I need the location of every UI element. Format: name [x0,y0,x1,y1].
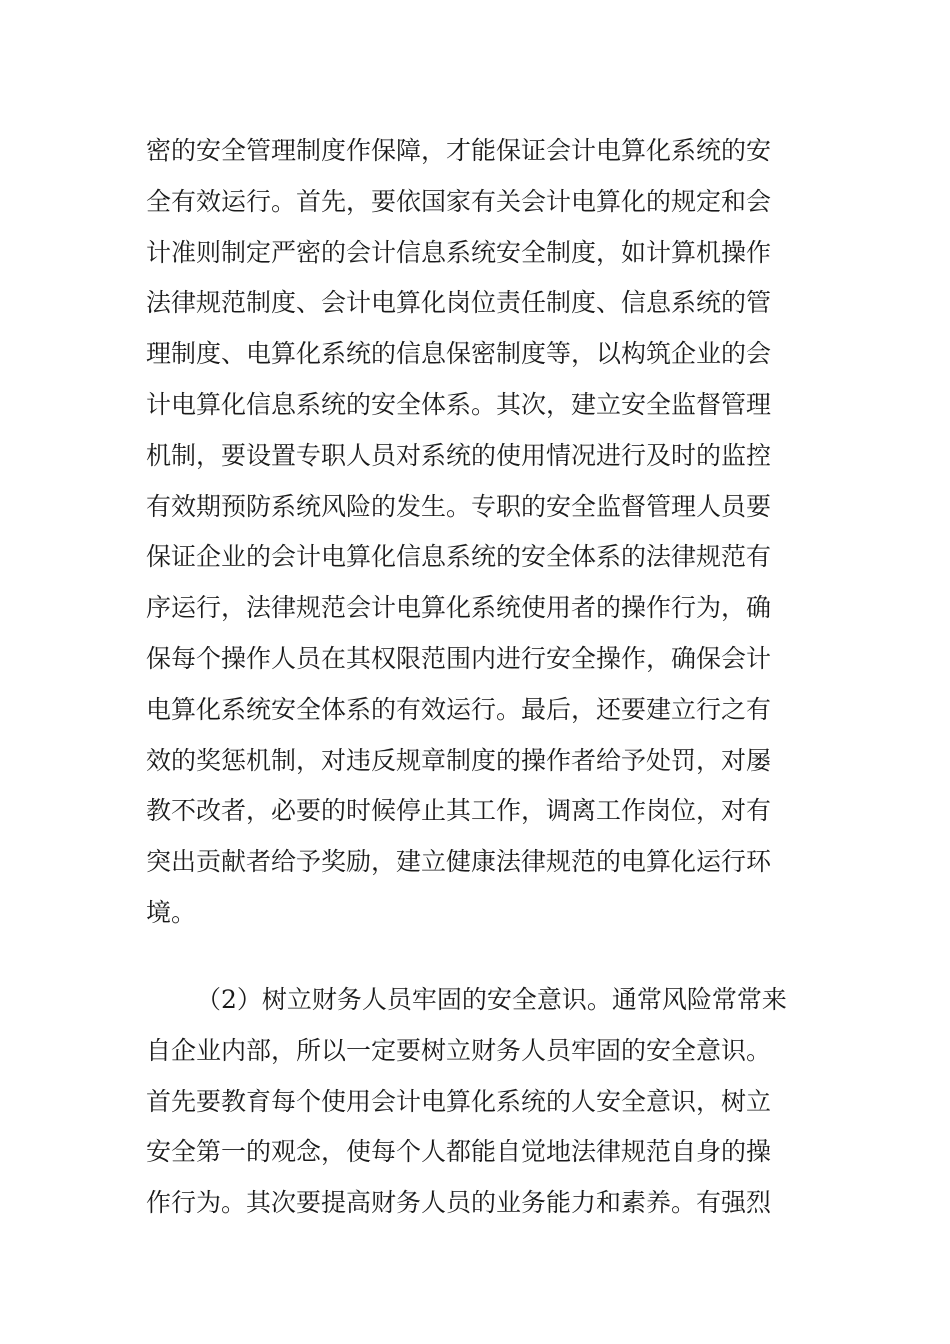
text-line: 序运行，法律规范会计电算化系统使用者的操作行为，确 [146,593,772,623]
text-line: 首先要教育每个使用会计电算化系统的人安全意识，树立 [146,1086,772,1116]
text-line: 全有效运行。首先，要依国家有关会计电算化的规定和会 [146,186,772,216]
text-line: 计准则制定严密的会计信息系统安全制度，如计算机操作 [146,237,772,267]
text-line: 电算化系统安全体系的有效运行。最后，还要建立行之有 [146,694,772,724]
text-line: 教不改者，必要的时候停止其工作，调离工作岗位，对有 [146,796,772,826]
text-line: 突出贡献者给予奖励，建立健康法律规范的电算化运行环 [146,847,772,877]
text-line: 法律规范制度、会计电算化岗位责任制度、信息系统的管 [146,288,772,318]
text-line-indented: （2）树立财务人员牢固的安全意识。通常风险常常来 [196,985,787,1014]
paragraph-2 [146,975,806,1229]
text-line: 作行为。其次要提高财务人员的业务能力和素养。有强烈 [146,1188,772,1218]
text-line: 理制度、电算化系统的信息保密制度等，以构筑企业的会 [146,339,772,369]
text-line: 效的奖惩机制，对违反规章制度的操作者给予处罚，对屡 [146,745,772,775]
text-line: 机制，要设置专职人员对系统的使用情况进行及时的监控 [146,440,772,470]
text-line: 保证企业的会计电算化信息系统的安全体系的法律规范有 [146,542,772,572]
text-line: 有效期预防系统风险的发生。专职的安全监督管理人员要 [146,491,772,521]
text-line: 密的安全管理制度作保障，才能保证会计电算化系统的安 [146,136,772,165]
text-line: 自企业内部，所以一定要树立财务人员牢固的安全意识。 [146,1035,772,1065]
paragraph-1 [146,126,806,939]
text-line: 境。 [146,897,197,927]
text-line: 保每个操作人员在其权限范围内进行安全操作，确保会计 [146,643,772,673]
text-line: 安全第一的观念，使每个人都能自觉地法律规范自身的操 [146,1137,772,1167]
text-line: 计电算化信息系统的安全体系。其次，建立安全监督管理 [146,389,772,419]
